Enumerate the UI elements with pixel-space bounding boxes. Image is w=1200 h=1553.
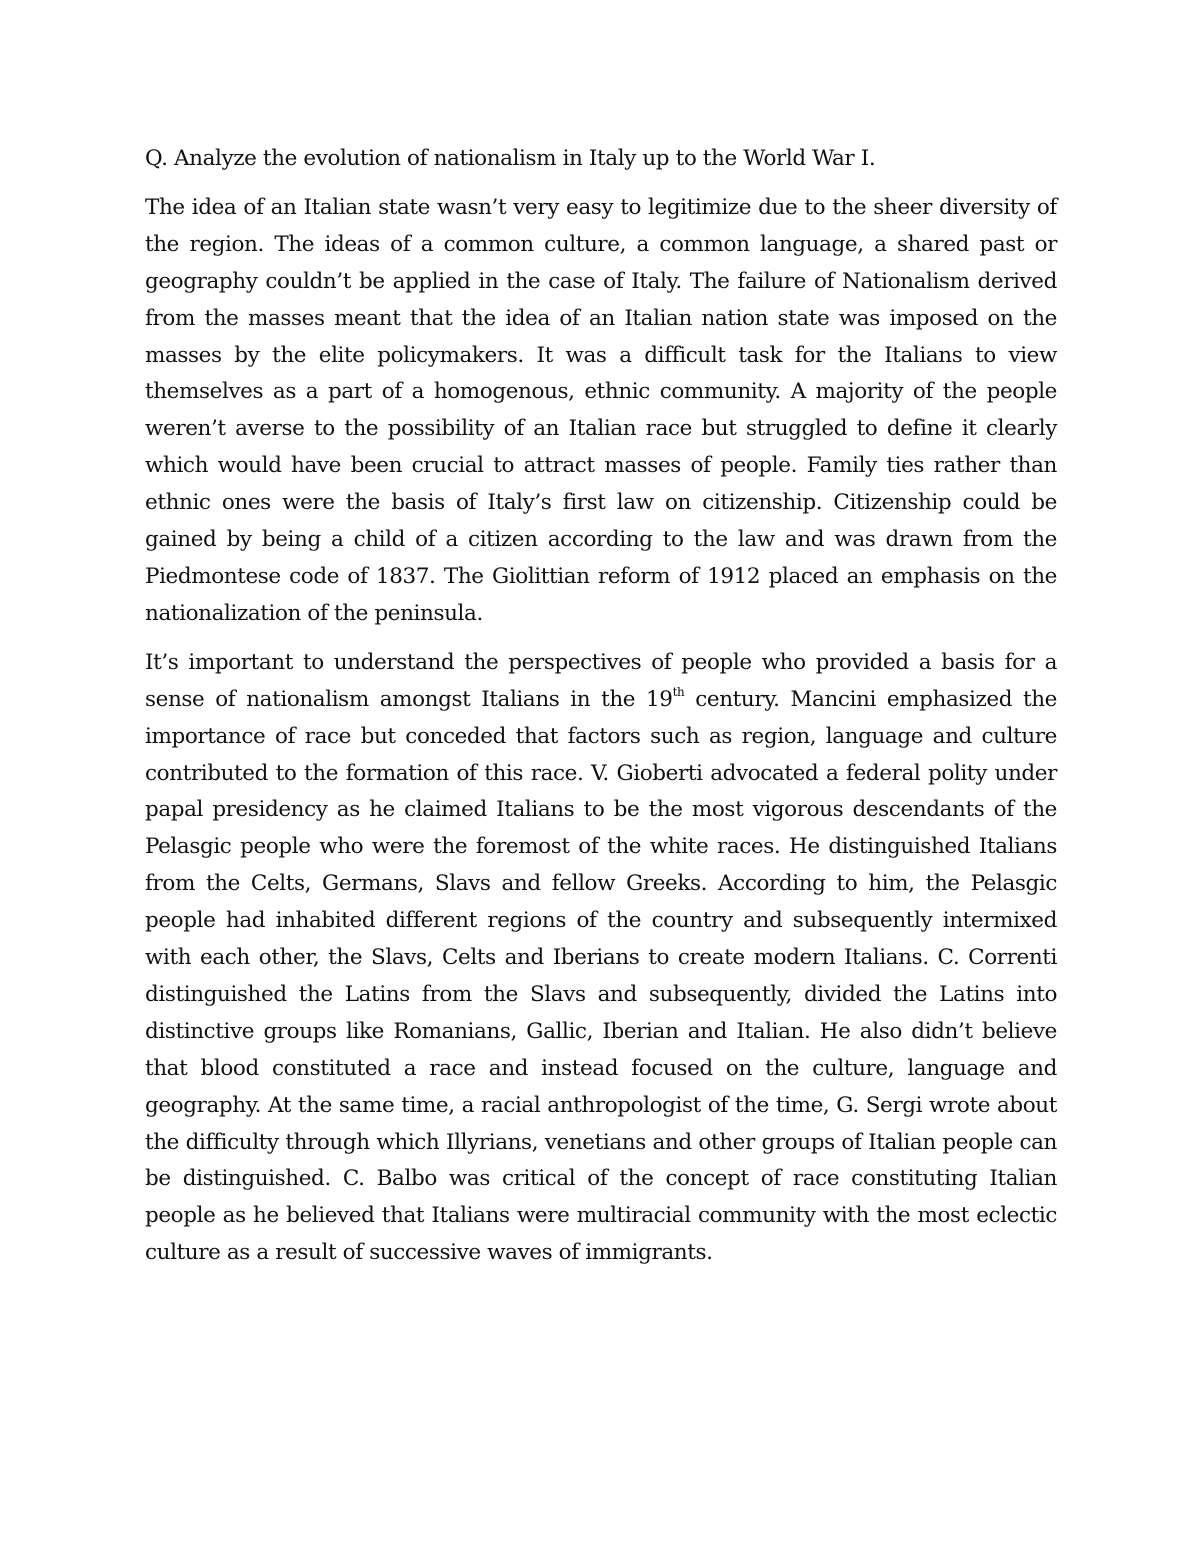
ordinal-superscript: th <box>672 684 685 699</box>
question-heading: Q. Analyze the evolution of nationalism in Italy up to the World War I. <box>145 146 876 171</box>
paragraph-2-text-after-ordinal: century. Mancini emphasized the importance of race but conceded that factors such as region, language and culture contributed to the formation of this race. V. Gioberti advocated a federal polity under papal presidency as he claimed Italians to be the most vigorous descendants of the Pelasgic people who were the foremost of the white races. He distinguished Italians from the Celts, Germans, Slavs and fellow Greeks. According to him, the Pelasgic people had inhabited different regions of the country and subsequently intermixed with each other, the Slavs, Celts and Iberians to create modern Italians. C. Correnti distinguished the Latins from the Slavs and subsequently, divided the Latins into distinctive groups like Romanians, Gallic, Iberian and Italian. He also didn’t believe that blood constituted a race and instead focused on the culture, language and geography. At the same time, a racial anthropologist of the time, G. Sergi wrote about the difficulty through which Illyrians, venetians and other groups of Italian people can be distinguished. C. Balbo was critical of the concept of race constituting Italian people as he believed that Italians were multiracial community with the most eclectic culture as a result of successive waves of immigrants. <box>145 686 1057 1266</box>
paragraph-1: The idea of an Italian state wasn’t very easy to legitimize due to the sheer diversity of the region. The ideas of a common culture, a common language, a shared past or geography couldn’t be applied in the case of Italy. The failure of Nationalism derived from the masses meant that the idea of an Italian nation state was imposed on the masses by the elite policymakers. It was a difficult task for the Italians to view themselves as a part of a homogenous, ethnic community. A majority of the people weren’t averse to the possibility of an Italian race but struggled to define it clearly which would have been crucial to attract masses of people. Family ties rather than ethnic ones were the basis of Italy’s first law on citizenship. Citizenship could be gained by being a child of a citizen according to the law and was drawn from the Piedmontese code of 1837. The Giolittian reform of 1912 placed an emphasis on the nationalization of the peninsula. <box>145 194 1057 626</box>
document-page <box>145 141 1057 1284</box>
paragraph-2 <box>145 645 1057 1272</box>
paragraph-2-text-before-ordinal: It’s important to understand the perspectives of people who provided a basis for a sense of nationalism amongst Italians in the 19 <box>145 649 1057 712</box>
